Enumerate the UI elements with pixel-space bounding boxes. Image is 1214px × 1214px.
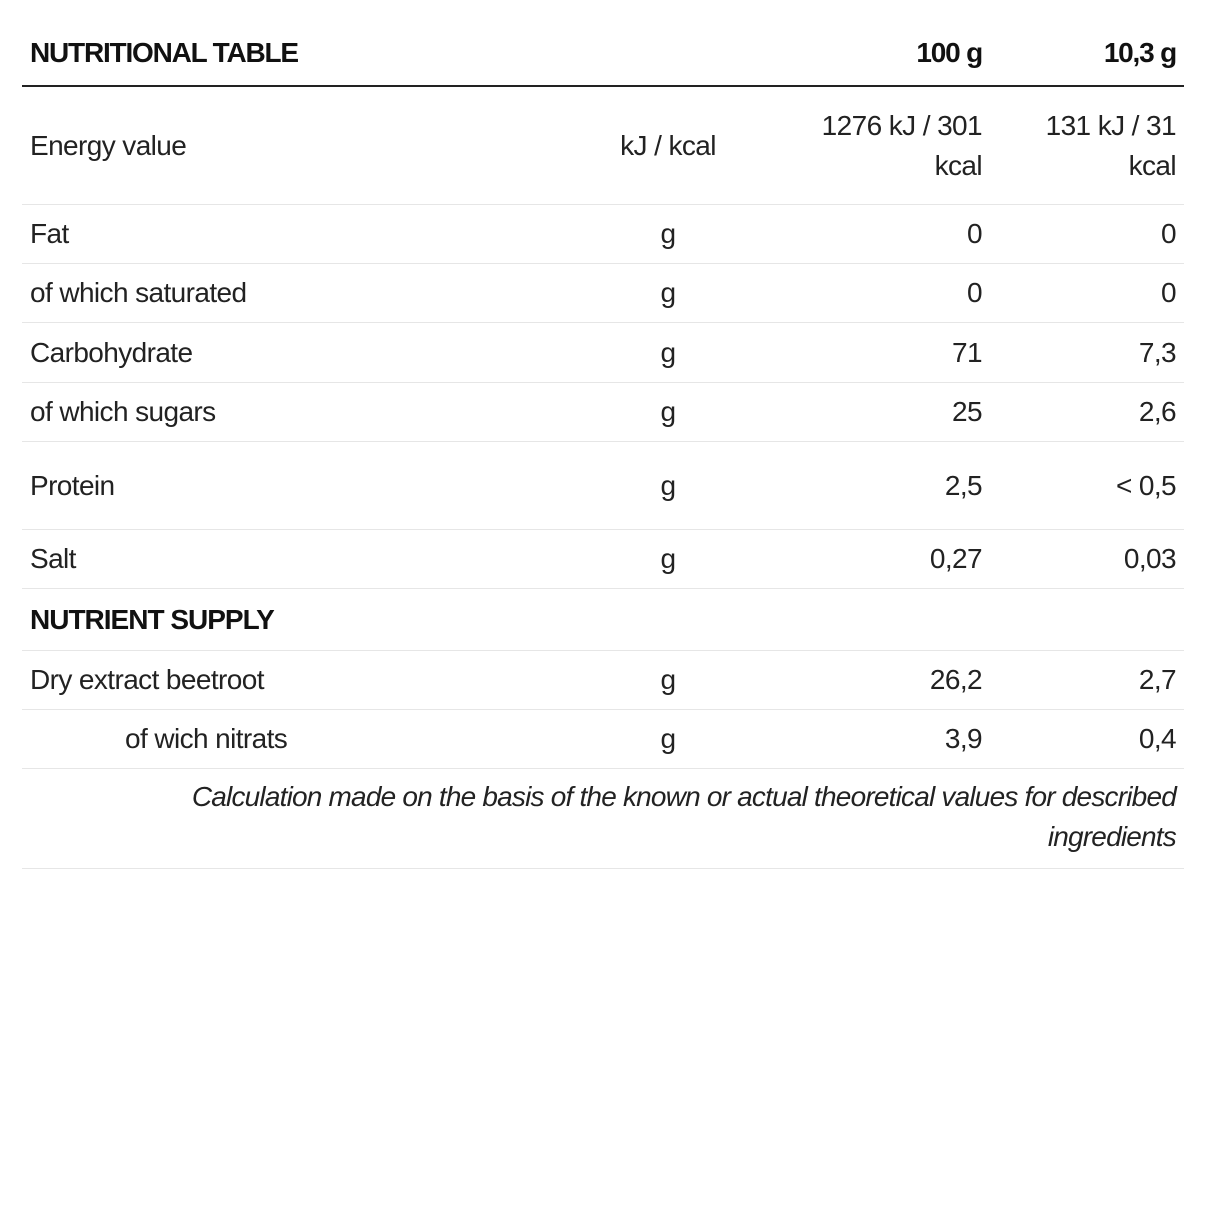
value-per-100g: 0,27 [929,543,982,574]
nutrient-unit: g [660,543,676,574]
nutrient-unit: g [660,218,676,249]
nutrient-label: of which saturated [30,277,247,308]
value-per-serving: 0 [1161,218,1176,249]
value-per-serving: 0 [1161,277,1176,308]
table-row [22,383,1184,442]
table-row [22,323,1184,383]
table-row [22,442,1184,530]
nutrient-unit: g [660,469,676,501]
table-header [22,20,1184,87]
nutrient-label: Protein [30,469,115,501]
table-title: NUTRITIONAL TABLE [30,36,298,68]
value-per-100g: 3,9 [944,723,982,754]
value-per-100g: 2,5 [944,469,982,501]
table-row [22,87,1184,205]
table-row [22,205,1184,264]
value-per-serving: 0,4 [1138,723,1176,754]
value-per-serving: 2,7 [1138,664,1176,695]
nutrient-label: Carbohydrate [30,336,193,368]
value-per-serving: 7,3 [1138,336,1176,368]
table-row [22,710,1184,769]
section-heading [22,589,1184,651]
nutrient-unit: g [660,336,676,368]
value-per-100g: 1276 kJ / 301 kcal [821,109,982,181]
nutrient-label: Fat [30,218,69,249]
value-per-100g: 71 [952,336,982,368]
nutrient-unit: g [660,664,676,695]
value-per-100g: 0 [967,218,982,249]
nutrient-label: Energy value [30,129,187,161]
value-per-serving: 0,03 [1123,543,1176,574]
value-per-serving: 2,6 [1138,396,1176,427]
value-per-100g: 0 [967,277,982,308]
value-per-100g: 26,2 [929,664,982,695]
value-per-serving: 131 kJ / 31 kcal [1045,109,1176,181]
table-row [22,651,1184,710]
nutrient-label: of wich nitrats [125,723,288,754]
table-row [22,530,1184,589]
footnote [22,769,1184,869]
nutrient-label: Salt [30,543,76,574]
footnote-text: Calculation made on the basis of the known or actual theoretical values for described ingredients [191,781,1176,852]
value-per-100g: 25 [952,396,982,427]
table-row [22,264,1184,323]
column-header-100g: 100 g [916,36,982,68]
nutrient-unit: g [660,396,676,427]
nutrient-unit: kJ / kcal [620,129,716,161]
column-header-serving: 10,3 g [1103,36,1176,68]
section-title: NUTRIENT SUPPLY [30,604,274,635]
nutrition-table [22,20,1184,869]
value-per-serving: < 0,5 [1115,469,1176,501]
nutrient-label: Dry extract beetroot [30,664,264,695]
nutrient-unit: g [660,723,676,754]
nutrient-label: of which sugars [30,396,216,427]
nutrient-unit: g [660,277,676,308]
